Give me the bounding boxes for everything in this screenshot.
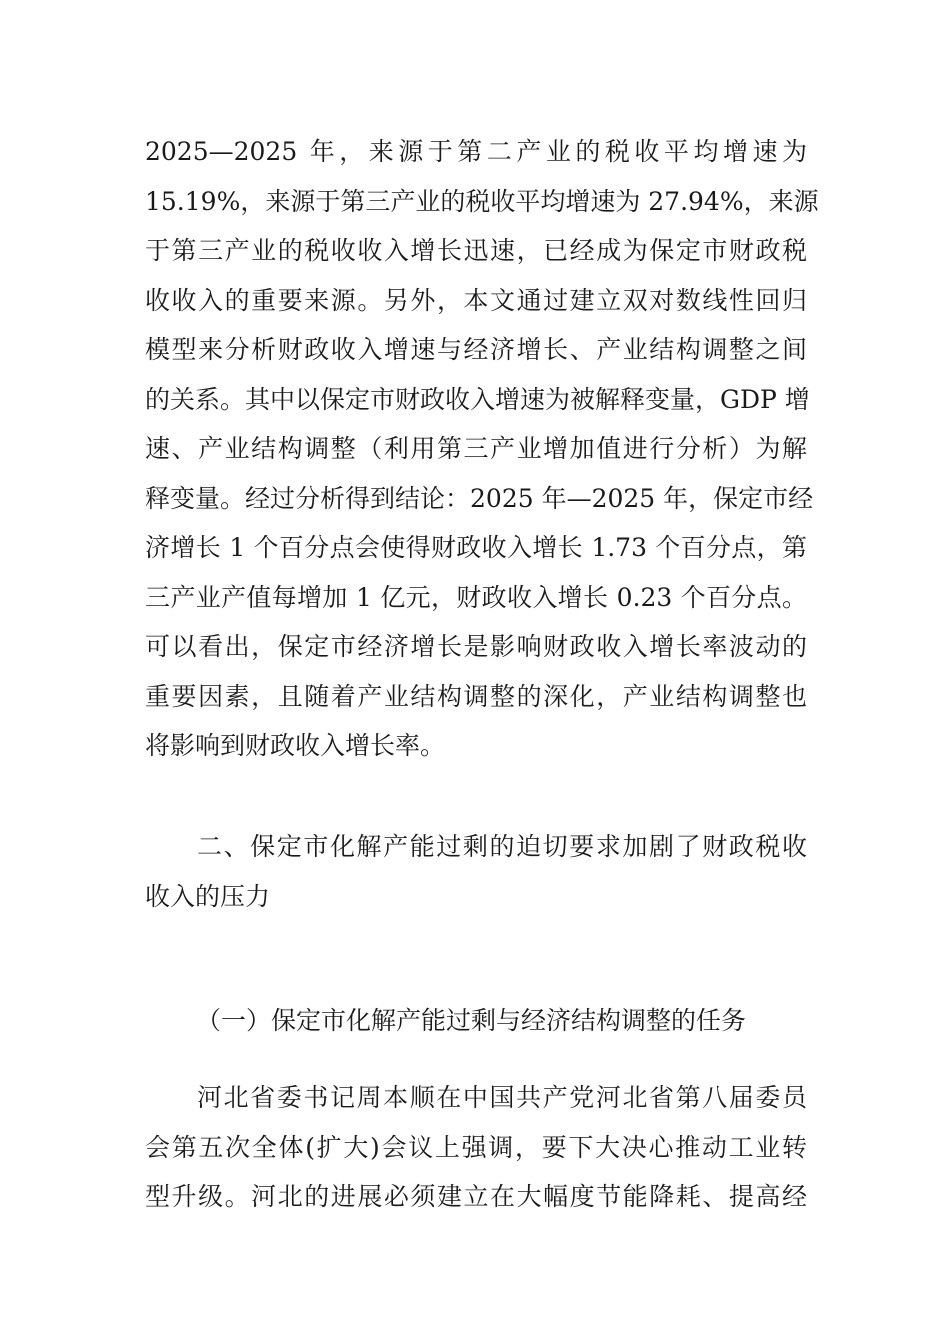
heading-line: 收入的压力 <box>145 881 271 911</box>
paragraph-line: 河北省委书记周本顺在中国共产党河北省第八届委员 <box>197 1083 807 1112</box>
paragraph-line: 会第五次全体(扩大)会议上强调，要下大决心推动工业转 <box>145 1132 807 1162</box>
paragraph-line: 模型来分析财政收入增速与经济增长、产业结构调整之间 <box>145 335 807 364</box>
paragraph-line: 释变量。经过分析得到结论：2025 年—2025 年，保定市经 <box>145 483 814 513</box>
body-paragraph <box>145 1073 807 1222</box>
paragraph-line: 收收入的重要来源。另外，本文通过建立双对数线性回归 <box>145 285 807 315</box>
paragraph-line: 于第三产业的税收收入增长迅速，已经成为保定市财政税 <box>145 236 807 265</box>
paragraph-line: 重要因素，且随着产业结构调整的深化，产业结构调整也 <box>145 681 807 711</box>
paragraph-line: 济增长 1 个百分点会使得财政收入增长 1.73 个百分点，第 <box>145 533 807 562</box>
subsection-heading <box>196 996 816 1046</box>
paragraph-line: 型升级。河北的进展必须建立在大幅度节能降耗、提高经 <box>145 1182 807 1211</box>
paragraph-line: 可以看出，保定市经济增长是影响财政收入增长率波动的 <box>145 632 807 661</box>
section-heading <box>145 822 807 921</box>
paragraph-line: 的关系。其中以保定市财政收入增速为被解释变量，GDP 增 <box>145 384 810 414</box>
paragraph-line: 三产业产值每增加 1 亿元，财政收入增长 0.23 个百分点。 <box>145 582 807 612</box>
heading-line: 二、保定市化解产能过剩的迫切要求加剧了财政税收 <box>197 832 807 861</box>
body-paragraph <box>145 127 819 771</box>
paragraph-line: 将影响到财政收入增长率。 <box>145 731 446 760</box>
paragraph-line: 速、产业结构调整（利用第三产业增加值进行分析）为解 <box>145 434 807 463</box>
paragraph-line: 15.19%，来源于第三产业的税收平均增速为 27.94%，来源 <box>145 186 819 216</box>
subheading-line: （一）保定市化解产能过剩与经济结构调整的任务 <box>196 1006 747 1035</box>
paragraph-line: 2025—2025 年，来源于第二产业的税收平均增速为 <box>145 137 807 166</box>
